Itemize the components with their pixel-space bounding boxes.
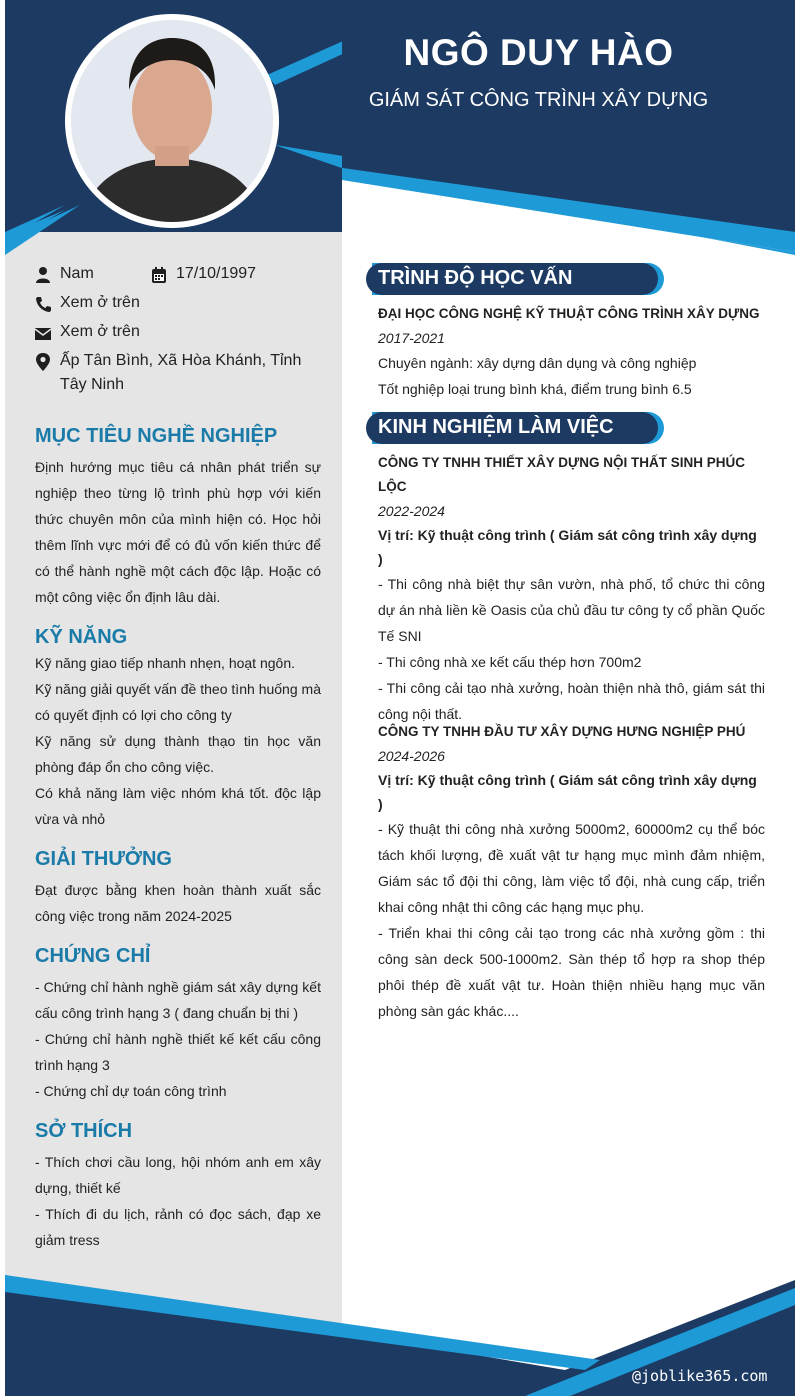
phone-icon <box>35 295 51 313</box>
company-name: CÔNG TY TNHH ĐẦU TƯ XÂY DỰNG HƯNG NGHIỆP PHÚ <box>378 724 746 739</box>
calendar-icon <box>151 266 167 284</box>
contact-gender: Nam <box>35 265 94 286</box>
job-position: Vị trí: Kỹ thuật công trình ( Giám sát công trình xây dựng ) <box>378 527 757 567</box>
avatar <box>71 20 273 222</box>
candidate-title: GIÁM SÁT CÔNG TRÌNH XÂY DỰNG <box>368 89 709 111</box>
contact-email: Xem ở trên <box>35 323 140 344</box>
objective-text: Định hướng mục tiêu cá nhân phát triển sự nghiệp theo từng lộ trình phù hợp với kiến thức chuyên môn của mình hiện có. Học hỏi thêm lĩnh vực mới để có đủ vốn kiến thức để có thể hành nghề một cách độc lập. Hoặc có một công việc ổn định lâu dài. <box>35 459 321 605</box>
certificate-item: - Chứng chỉ hành nghề giám sát xây dựng kết cấu công trình hạng 3 ( đang chuẩn bị thi ) <box>35 979 321 1021</box>
hobbies-section <box>35 1120 321 1253</box>
job-duty: - Triển khai thi công cải tạo trong các nhà xưởng gồm : thi công sàn deck 500-1000m2. Sàn thép tổ hợp ra shop thép phôi thép đề xuất vật tư. Hoàn thiện nhiều hạng mục văn phòng sàn gác khác.... <box>378 925 765 1019</box>
mail-icon <box>35 324 51 342</box>
experience-job <box>378 720 765 1024</box>
awards-text: Đạt được bằng khen hoàn thành xuất sắc công việc trong năm 2024-2025 <box>35 882 321 924</box>
experience-heading-bar <box>366 412 664 444</box>
company-name: CÔNG TY TNHH THIẾT XÂY DỰNG NỘI THẤT SINH PHÚC LỘC <box>378 455 745 494</box>
skill-item: Kỹ năng giao tiếp nhanh nhẹn, hoạt ngôn. <box>35 655 295 671</box>
experience-job <box>378 451 765 727</box>
location-pin-icon <box>35 353 51 371</box>
hobby-item: - Thích đi du lịch, rảnh có đọc sách, đạp xe giảm tress <box>35 1206 321 1248</box>
contact-address: Ấp Tân Bình, Xã Hòa Khánh, Tỉnh Tây Ninh <box>35 352 325 397</box>
contact-birthday: 17/10/1997 <box>151 265 256 286</box>
job-duty: - Thi công nhà biệt thự sân vườn, nhà phố, tổ chức thi công dự án nhà liền kề Oasis của chủ đầu tư công ty cổ phần Quốc Tế SNI <box>378 576 765 644</box>
skill-item: Có khả năng làm việc nhóm khá tốt. độc lập vừa và nhỏ <box>35 785 321 827</box>
certificates-section <box>35 945 321 1104</box>
hobby-item: - Thích chơi cầu long, hội nhóm anh em xây dựng, thiết kế <box>35 1154 321 1196</box>
skills-heading: KỸ NĂNG <box>35 626 128 648</box>
job-duty: - Kỹ thuật thi công nhà xưởng 5000m2, 60000m2 cụ thể bóc tách khối lượng, đề xuất vật tư hạng mục mình đảm nhiệm, Giám sác tổ đội thi công, làm việc tổ đội, nhà cung cấp, triển khai công nhật thi công các hạng mục phụ. <box>378 821 765 915</box>
experience-heading: KINH NGHIỆM LÀM VIỆC <box>378 416 614 438</box>
education-section <box>378 302 765 402</box>
education-major: Chuyên ngành: xây dựng dân dụng và công nghiệp <box>378 355 697 371</box>
job-period: 2024-2026 <box>378 748 445 764</box>
user-icon <box>35 266 51 284</box>
education-period: 2017-2021 <box>378 330 445 346</box>
hobbies-heading: SỞ THÍCH <box>35 1120 133 1142</box>
job-period: 2022-2024 <box>378 503 445 519</box>
certificate-item: - Chứng chỉ dự toán công trình <box>35 1083 227 1099</box>
skill-item: Kỹ năng giải quyết vấn đề theo tình huống mà có quyết định có lợi cho công ty <box>35 681 321 723</box>
objective-heading: MỤC TIÊU NGHỀ NGHIỆP <box>35 425 278 447</box>
certificates-heading: CHỨNG CHỈ <box>35 945 151 967</box>
job-duty: - Thi công nhà xe kết cấu thép hơn 700m2 <box>378 654 642 670</box>
job-duty: - Thi công cải tạo nhà xưởng, hoàn thiện nhà thô, giám sát thi công nội thất. <box>378 680 765 722</box>
contact-phone: Xem ở trên <box>35 294 140 315</box>
education-heading: TRÌNH ĐỘ HỌC VẤN <box>378 267 573 289</box>
cv-page <box>5 0 795 1396</box>
school-name: ĐẠI HỌC CÔNG NGHỆ KỸ THUẬT CÔNG TRÌNH XÂY DỰNG <box>378 306 760 321</box>
candidate-name: NGÔ DUY HÀO <box>403 32 674 73</box>
awards-heading: GIẢI THƯỞNG <box>35 848 172 870</box>
certificate-item: - Chứng chỉ hành nghề thiết kế kết cấu công trình hạng 3 <box>35 1031 321 1073</box>
profile-photo <box>65 14 279 228</box>
watermark: @joblike365.com <box>632 1367 768 1385</box>
objective-section <box>35 425 321 610</box>
education-heading-bar <box>366 263 664 295</box>
job-position: Vị trí: Kỹ thuật công trình ( Giám sát công trình xây dựng ) <box>378 772 757 812</box>
skill-item: Kỹ năng sử dụng thành thạo tin học văn phòng đáp ổn cho công việc. <box>35 733 321 775</box>
awards-section <box>35 848 321 929</box>
skills-section <box>35 626 321 832</box>
education-result: Tốt nghiệp loại trung bình khá, điểm trung bình 6.5 <box>378 381 692 397</box>
